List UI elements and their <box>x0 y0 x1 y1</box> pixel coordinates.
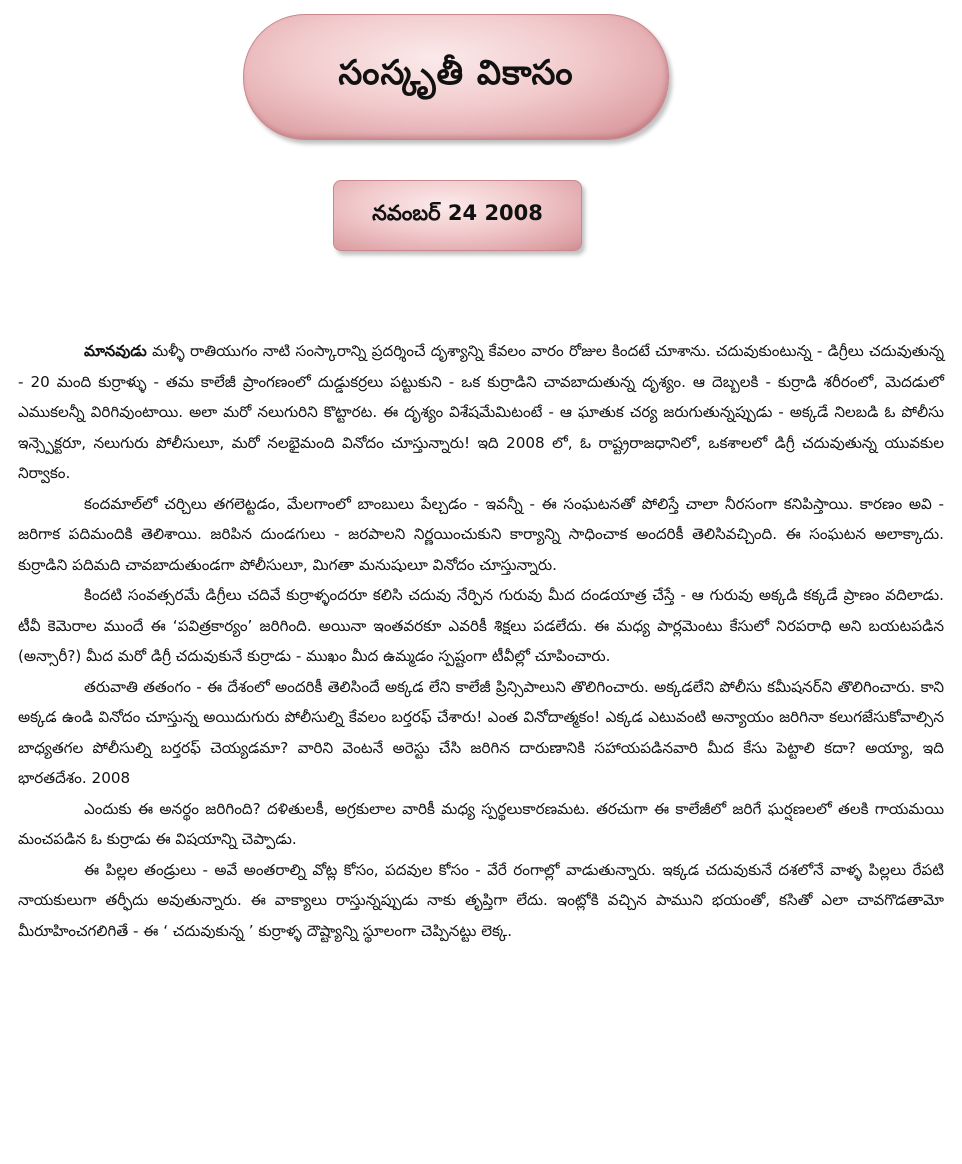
date-banner <box>333 180 582 251</box>
paragraph-4: తరువాతి తతంగం - ఈ దేశంలో అందరికీ తెలిసిందే అక్కడ లేని కాలేజీ ప్రిన్సిపాలుని తొలిగించారు. అక్కడలేని పోలీసు కమీషనర్‌ని తొలిగించారు. కాని అక్కడ ఉండి వినోదం చూస్తున్న అయిదుగురు పోలీసుల్ని కేవలం బర్తరఫ్ చేశారు! ఎంత వినోదాత్మకం! ఎక్కడ ఎటువంటి అన్యాయం జరిగినా కలుగజేసుకోవాల్సిన బాధ్యతగల పోలీసుల్ని బర్తరఫ్ చెయ్యడమా? వారిని వెంటనే అరెస్టు చేసి జరిగిన దారుణానికి సహాయపడినవారి మీద కేసు పెట్టాలి కదా? అయ్యా, ఇది భారతదేశం. 2008 <box>18 677 944 787</box>
paragraph-1 <box>18 336 944 489</box>
paragraph-6: ఈ పిల్లల తండ్రులు - అవే అంతరాల్ని వోట్ల కోసం, పదవుల కోసం - వేరే రంగాల్లో వాడుతున్నారు. ఇక్కడ చదువుకునే దశలోనే వాళ్ళ పిల్లలు రేపటి నాయకులుగా తర్ఫీదు అవుతున్నారు. ఈ వాక్యాలు రాస్తున్నప్పుడు నాకు తృప్తిగా లేదు. ఇంట్లోకి వచ్చిన పాముని భయంతో, కసితో ఎలా చావగొడతామో మీరూహించగలిగితే - ఈ ‘ చదువుకున్న ’ కుర్రాళ్ళ దౌష్ట్యాన్ని స్థూలంగా చెప్పినట్టు లెక్క. <box>18 860 944 940</box>
paragraph-3: కిందటి సంవత్సరమే డిగ్రీలు చదివే కుర్రాళ్ళందరూ కలిసి చదువు నేర్పిన గురువు మీద దండయాత్ర చేస్తే - ఆ గురువు అక్కడి కక్కడే ప్రాణం వదిలాడు. టీవీ కెమెరాల ముందే ఈ ‘పవిత్రకార్యం’ జరిగింది. అయినా ఇంతవరకూ ఎవరికీ శిక్షలు పడలేదు. ఈ మధ్య పార్లమెంటు కేసులో నిరపరాధి అని బయటపడిన (అన్సారీ?) మీద మరో డిగ్రీ చదువుకునే కుర్రాడు - ముఖం మీద ఉమ్మడం స్పష్టంగా టీవీల్లో చూపించారు. <box>18 586 944 665</box>
paragraph-1-text: మళ్ళీ రాతియుగం నాటి సంస్కారాన్ని ప్రదర్శించే దృశ్యాన్ని కేవలం వారం రోజుల కిందటే చూశాను. చదువుకుంటున్న - డిగ్రీలు చదువుతున్న - 20 మంది కుర్రాళ్ళు - తమ కాలేజీ ప్రాంగణంలో దుడ్డుకర్రలు పట్టుకుని - ఒక కుర్రాడిని చావబాదుతున్న దృశ్యం. ఆ దెబ్బలకి - కుర్రాడి శరీరంలో, మెదడులో ఎముకలన్నీ విరిగివుంటాయి. అలా మరో నలుగురిని కొట్టారట. ఈ దృశ్యం విశేషమేమిటంటే - ఆ ఘాతుక చర్య జరుగుతున్నప్పుడు - అక్కడే నిలబడి ఓ పోలీసు ఇన్స్పెక్టరూ, నలుగురు పోలీసులూ, మరో నలభైమంది వినోదం చూస్తున్నారు! ఇది 2008 లో, ఓ రాష్ట్రరాజధానిలో, ఒకశాలలో డిగ్రీ చదువుతున్న యువకుల నిర్వాకం. <box>18 342 944 482</box>
article-body <box>18 336 944 946</box>
paragraph-2: కందమాల్‌లో చర్చిలు తగలెట్టడం, మేలగాంలో బాంబులు పేల్చడం - ఇవన్నీ - ఈ సంఘటనతో పోలిస్తే చాలా నీరసంగా కనిపిస్తాయి. కారణం అవి - జరిగాక పదిమందికి తెలిశాయి. జరిపిన దుండగులు - జరపాలని నిర్ణయించుకుని కార్యాన్ని సాధించాక అందరికీ తెలిసివచ్చింది. ఈ సంఘటన అలాక్కాదు. కుర్రాడిని పదిమది చావబాదుతుండగా పోలీసులూ, మిగతా మనుషులూ వినోదం చూస్తున్నారు. <box>18 494 944 574</box>
post-date: నవంబర్ 24 2008 <box>372 200 543 225</box>
paragraph-5: ఎందుకు ఈ అనర్థం జరిగింది? దళితులకీ, అగ్రకులాల వారికీ మధ్య స్పర్థలుకారణమట. తరచుగా ఈ కాలేజీలో జరిగే ఘర్షణలలో తలకి గాయమయి మంచపడిన ఓ కుర్రాడు ఈ విషయాన్ని చెప్పాడు. <box>18 799 944 848</box>
lead-word: మానవుడు <box>84 342 147 360</box>
title-banner <box>243 14 669 140</box>
page-title: సంస్కృతీ వికాసం <box>338 53 574 93</box>
